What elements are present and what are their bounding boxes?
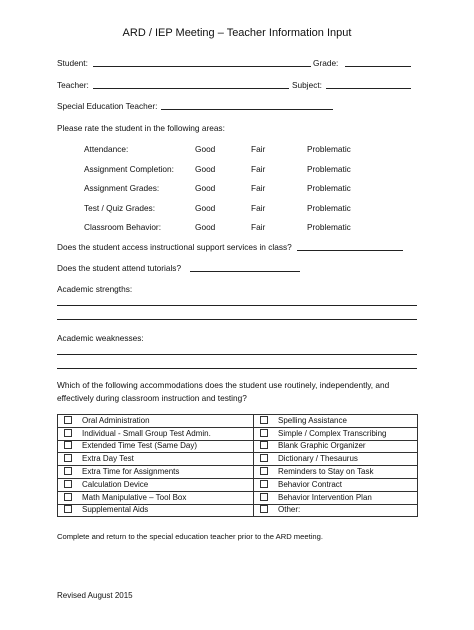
accommodation-row — [58, 491, 418, 504]
checkbox[interactable] — [260, 505, 268, 513]
rating-row-label: Test / Quiz Grades: — [84, 203, 156, 213]
accommodations-table — [57, 414, 418, 517]
accommodation-cell-left — [58, 478, 254, 491]
sped-teacher-label: Special Education Teacher: — [57, 101, 158, 111]
accommodations-question-line2: effectively during classroom instruction and testing? — [57, 393, 247, 403]
accommodation-cell-right — [254, 415, 418, 428]
accommodation-cell-right — [254, 504, 418, 517]
accommodation-label: Extra Day Test — [82, 454, 134, 464]
checkbox[interactable] — [260, 429, 268, 437]
checkbox[interactable] — [260, 441, 268, 449]
accommodation-cell-left — [58, 466, 254, 479]
rating-option-good[interactable]: Good — [195, 164, 216, 174]
grade-label: Grade: — [313, 58, 339, 68]
subject-field[interactable] — [326, 88, 411, 89]
teacher-field[interactable] — [93, 88, 289, 89]
footer-instruction: Complete and return to the special education teacher prior to the ARD meeting. — [57, 532, 323, 541]
accommodation-label: Extended Time Test (Same Day) — [82, 441, 198, 451]
checkbox[interactable] — [64, 429, 72, 437]
rating-option-good[interactable]: Good — [195, 144, 216, 154]
accommodation-row — [58, 453, 418, 466]
rating-option-problematic[interactable]: Problematic — [307, 144, 351, 154]
accommodation-row — [58, 440, 418, 453]
checkbox[interactable] — [260, 454, 268, 462]
accommodation-label: Extra Time for Assignments — [82, 467, 180, 477]
rating-option-good[interactable]: Good — [195, 222, 216, 232]
accommodation-cell-left — [58, 427, 254, 440]
accommodation-cell-left — [58, 415, 254, 428]
student-label: Student: — [57, 58, 88, 68]
tutorials-answer-field[interactable] — [190, 271, 300, 272]
support-answer-field[interactable] — [297, 250, 403, 251]
rate-prompt: Please rate the student in the following areas: — [57, 123, 225, 133]
checkbox[interactable] — [64, 441, 72, 449]
rating-row-label: Assignment Completion: — [84, 164, 174, 174]
rating-option-fair[interactable]: Fair — [251, 203, 266, 213]
accommodation-row — [58, 415, 418, 428]
accommodation-label: Dictionary / Thesaurus — [278, 454, 358, 464]
accommodation-cell-right — [254, 427, 418, 440]
tutorials-question: Does the student attend tutorials? — [57, 263, 182, 273]
weaknesses-line[interactable] — [57, 368, 417, 369]
accommodations-question-line1: Which of the following accommodations does the student use routinely, independently, and — [57, 380, 390, 390]
accommodation-cell-right — [254, 440, 418, 453]
rating-option-problematic[interactable]: Problematic — [307, 164, 351, 174]
support-question: Does the student access instructional support services in class? — [57, 242, 292, 252]
rating-option-good[interactable]: Good — [195, 183, 216, 193]
accommodation-cell-right — [254, 453, 418, 466]
accommodation-cell-left — [58, 453, 254, 466]
rating-option-problematic[interactable]: Problematic — [307, 203, 351, 213]
accommodation-cell-left — [58, 440, 254, 453]
checkbox[interactable] — [260, 467, 268, 475]
checkbox[interactable] — [260, 493, 268, 501]
accommodation-label: Behavior Intervention Plan — [278, 492, 372, 502]
accommodation-cell-left — [58, 491, 254, 504]
checkbox[interactable] — [64, 467, 72, 475]
accommodation-row — [58, 466, 418, 479]
rating-row-label: Classroom Behavior: — [84, 222, 162, 232]
rating-option-fair[interactable]: Fair — [251, 183, 266, 193]
revised-date: Revised August 2015 — [57, 591, 133, 600]
student-field[interactable] — [93, 66, 311, 67]
accommodation-label: Math Manipulative – Tool Box — [82, 492, 187, 502]
checkbox[interactable] — [64, 493, 72, 501]
form-title: ARD / IEP Meeting – Teacher Information Input — [122, 27, 352, 39]
strengths-label: Academic strengths: — [57, 284, 133, 294]
accommodation-label: Other: — [278, 505, 301, 515]
weaknesses-line[interactable] — [57, 354, 417, 355]
grade-field[interactable] — [345, 66, 411, 67]
accommodation-label: Simple / Complex Transcribing — [278, 428, 387, 438]
accommodation-cell-right — [254, 466, 418, 479]
rating-row-label: Assignment Grades: — [84, 183, 160, 193]
accommodation-cell-left — [58, 504, 254, 517]
accommodation-label: Reminders to Stay on Task — [278, 467, 374, 477]
accommodation-row — [58, 478, 418, 491]
accommodation-label: Calculation Device — [82, 479, 149, 489]
accommodation-cell-right — [254, 491, 418, 504]
accommodation-label: Oral Administration — [82, 415, 150, 425]
accommodation-row — [58, 504, 418, 517]
rating-option-fair[interactable]: Fair — [251, 144, 266, 154]
accommodation-label: Blank Graphic Organizer — [278, 441, 366, 451]
checkbox[interactable] — [260, 480, 268, 488]
weaknesses-label: Academic weaknesses: — [57, 333, 144, 343]
teacher-label: Teacher: — [57, 80, 89, 90]
accommodation-label: Supplemental Aids — [82, 505, 149, 515]
rating-row-label: Attendance: — [84, 144, 129, 154]
accommodation-cell-right — [254, 478, 418, 491]
rating-option-fair[interactable]: Fair — [251, 222, 266, 232]
checkbox[interactable] — [64, 416, 72, 424]
strengths-line[interactable] — [57, 319, 417, 320]
checkbox[interactable] — [64, 505, 72, 513]
rating-option-good[interactable]: Good — [195, 203, 216, 213]
sped-teacher-field[interactable] — [161, 109, 333, 110]
subject-label: Subject: — [292, 80, 322, 90]
strengths-line[interactable] — [57, 305, 417, 306]
rating-option-problematic[interactable]: Problematic — [307, 222, 351, 232]
accommodation-label: Behavior Contract — [278, 479, 343, 489]
checkbox[interactable] — [64, 480, 72, 488]
accommodation-row — [58, 427, 418, 440]
checkbox[interactable] — [260, 416, 268, 424]
rating-option-problematic[interactable]: Problematic — [307, 183, 351, 193]
accommodation-label: Spelling Assistance — [278, 415, 347, 425]
accommodation-label: Individual - Small Group Test Admin. — [82, 428, 211, 438]
checkbox[interactable] — [64, 454, 72, 462]
rating-option-fair[interactable]: Fair — [251, 164, 266, 174]
